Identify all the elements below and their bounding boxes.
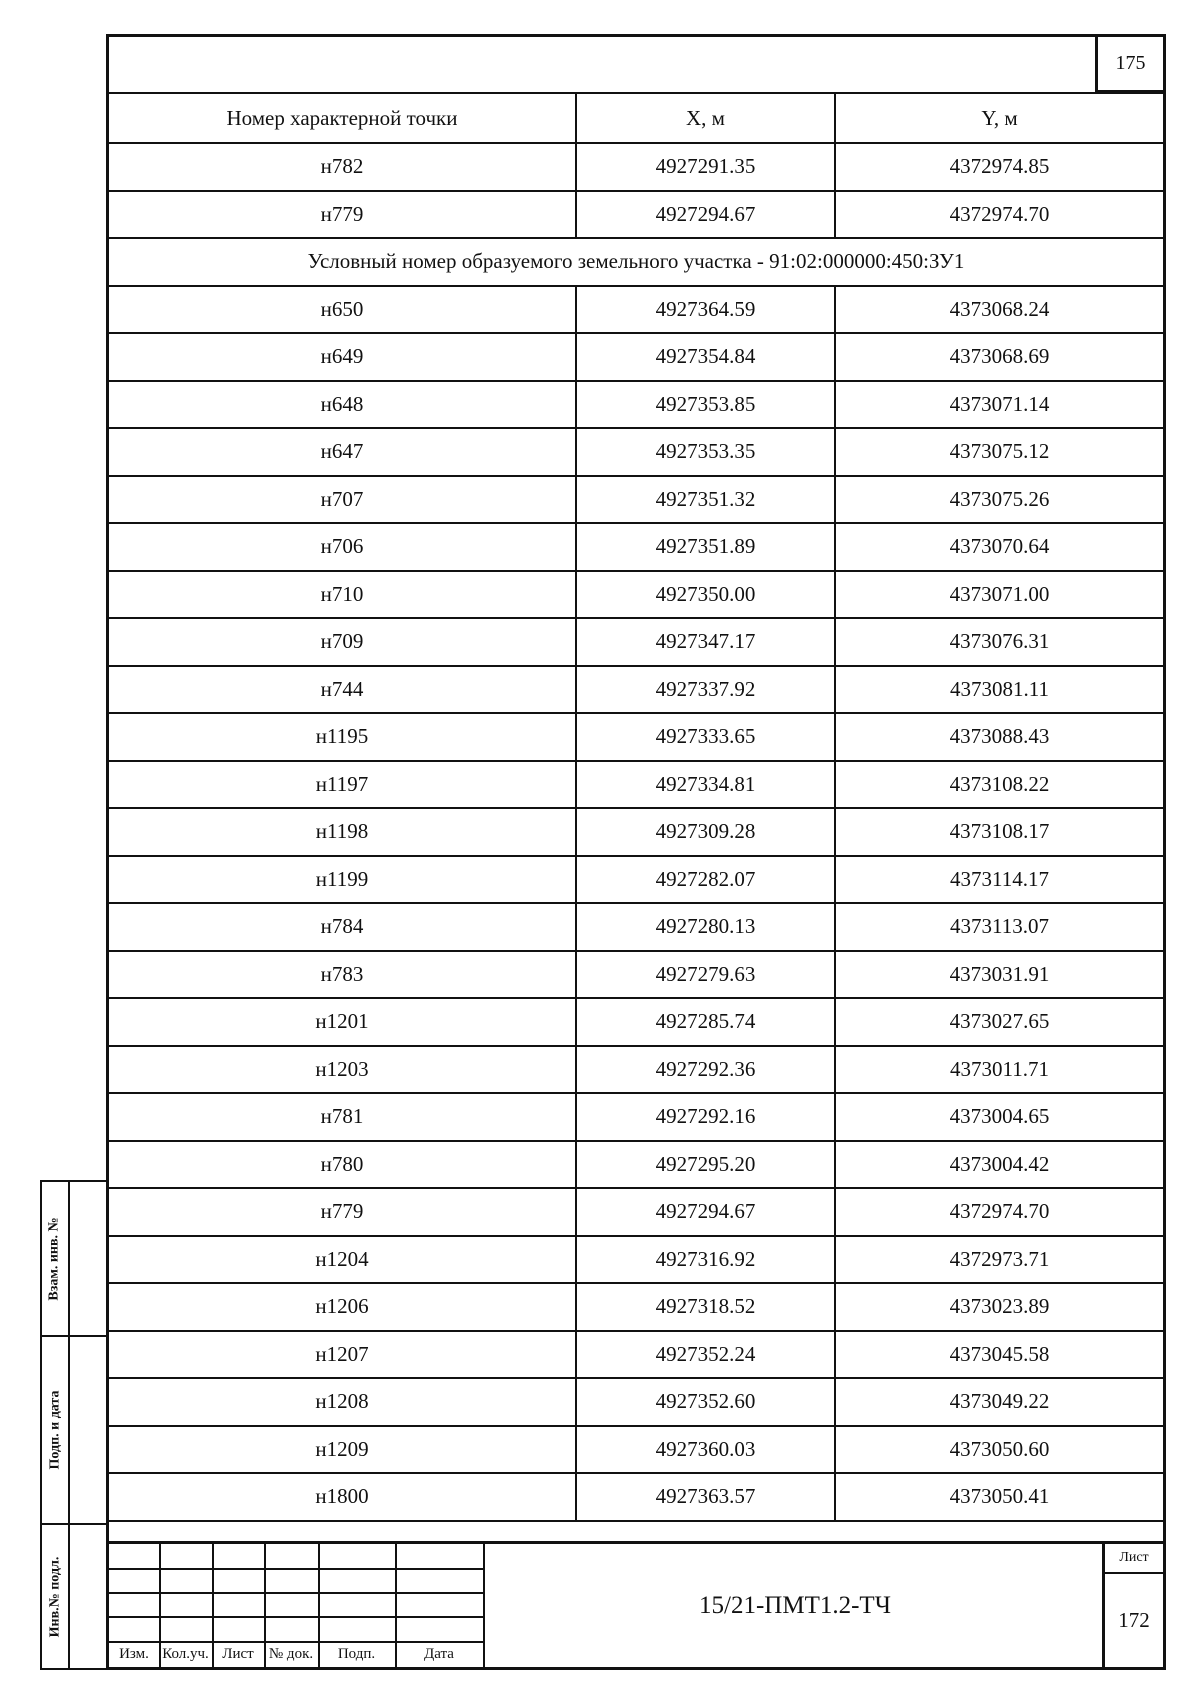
stamp-label-signature: Подп. (337, 1646, 376, 1662)
y-coordinate-cell: 4373071.14 (835, 381, 1163, 429)
point-number-cell: н1204 (109, 1236, 576, 1284)
section-row (109, 238, 1163, 286)
table-row (109, 808, 1163, 856)
point-number-cell: н1800 (109, 1473, 576, 1521)
table-row (109, 1473, 1163, 1521)
x-coordinate-cell: 4927316.92 (576, 1236, 835, 1284)
table-row (109, 951, 1163, 999)
sheet-label: Лист (1105, 1544, 1163, 1574)
point-number-cell: н707 (109, 476, 576, 524)
point-number-cell: н784 (109, 903, 576, 951)
y-coordinate-cell: 4373071.00 (835, 571, 1163, 619)
table-row (109, 666, 1163, 714)
header-point-number: Номер характерной точки (109, 93, 576, 143)
point-number-cell: н1197 (109, 761, 576, 809)
stamp-label-date: Дата (424, 1646, 454, 1662)
point-number-cell: н781 (109, 1093, 576, 1141)
x-coordinate-cell: 4927364.59 (576, 286, 835, 334)
side-label-replaced-inv: Взам. инв. № (47, 1216, 63, 1301)
point-number-cell: н1199 (109, 856, 576, 904)
y-coordinate-cell: 4373070.64 (835, 523, 1163, 571)
x-coordinate-cell: 4927350.00 (576, 571, 835, 619)
point-number-cell: н744 (109, 666, 576, 714)
y-coordinate-cell: 4373004.42 (835, 1141, 1163, 1189)
x-coordinate-cell: 4927334.81 (576, 761, 835, 809)
table-row (109, 903, 1163, 951)
point-number-cell: н1207 (109, 1331, 576, 1379)
table-row (109, 1426, 1163, 1474)
x-coordinate-cell: 4927347.17 (576, 618, 835, 666)
table-row (109, 998, 1163, 1046)
page-number: 175 (1095, 37, 1163, 93)
x-coordinate-cell: 4927318.52 (576, 1283, 835, 1331)
y-coordinate-cell: 4373113.07 (835, 903, 1163, 951)
point-number-cell: н647 (109, 428, 576, 476)
stamp-label-doc-number: № док. (268, 1646, 314, 1662)
y-coordinate-cell: 4373108.22 (835, 761, 1163, 809)
table-row (109, 713, 1163, 761)
y-coordinate-cell: 4373050.60 (835, 1426, 1163, 1474)
table-row (109, 286, 1163, 334)
header-y: Y, м (835, 93, 1163, 143)
point-number-cell: н779 (109, 191, 576, 239)
x-coordinate-cell: 4927337.92 (576, 666, 835, 714)
table-row (109, 333, 1163, 381)
point-number-cell: н710 (109, 571, 576, 619)
point-number-cell: н1209 (109, 1426, 576, 1474)
x-coordinate-cell: 4927292.36 (576, 1046, 835, 1094)
x-coordinate-cell: 4927294.67 (576, 1188, 835, 1236)
y-coordinate-cell: 4372974.70 (835, 1188, 1163, 1236)
coordinates-table (109, 92, 1163, 1522)
table-row (109, 1188, 1163, 1236)
y-coordinate-cell: 4373050.41 (835, 1473, 1163, 1521)
stamp-label-sheet: Лист (222, 1646, 254, 1662)
table-row (109, 618, 1163, 666)
header-x: X, м (576, 93, 835, 143)
y-coordinate-cell: 4373045.58 (835, 1331, 1163, 1379)
table-header-row (109, 93, 1163, 143)
x-coordinate-cell: 4927294.67 (576, 191, 835, 239)
table-row (109, 1378, 1163, 1426)
table-row (109, 1236, 1163, 1284)
y-coordinate-cell: 4373108.17 (835, 808, 1163, 856)
side-field-replaced-inv (40, 1180, 108, 1335)
table-row (109, 1046, 1163, 1094)
point-number-cell: н779 (109, 1188, 576, 1236)
point-number-cell: н780 (109, 1141, 576, 1189)
y-coordinate-cell: 4373114.17 (835, 856, 1163, 904)
page-frame (106, 34, 1166, 1670)
x-coordinate-cell: 4927352.24 (576, 1331, 835, 1379)
title-block (109, 1541, 1163, 1667)
side-field-sign-date (40, 1335, 108, 1523)
y-coordinate-cell: 4373011.71 (835, 1046, 1163, 1094)
table-row (109, 1141, 1163, 1189)
y-coordinate-cell: 4373068.24 (835, 286, 1163, 334)
point-number-cell: н709 (109, 618, 576, 666)
y-coordinate-cell: 4372974.85 (835, 143, 1163, 191)
table-row (109, 1093, 1163, 1141)
table-row (109, 476, 1163, 524)
y-coordinate-cell: 4373023.89 (835, 1283, 1163, 1331)
side-field-inv-original (40, 1523, 108, 1670)
x-coordinate-cell: 4927282.07 (576, 856, 835, 904)
x-coordinate-cell: 4927280.13 (576, 903, 835, 951)
stamp-label-count: Кол.уч. (162, 1646, 209, 1662)
x-coordinate-cell: 4927309.28 (576, 808, 835, 856)
x-coordinate-cell: 4927354.84 (576, 333, 835, 381)
point-number-cell: н649 (109, 333, 576, 381)
y-coordinate-cell: 4373075.12 (835, 428, 1163, 476)
section-title: Условный номер образуемого земельного участка - 91:02:000000:450:ЗУ1 (109, 238, 1163, 286)
x-coordinate-cell: 4927363.57 (576, 1473, 835, 1521)
side-stamp (40, 1180, 108, 1670)
stamp-label-change: Изм. (119, 1646, 149, 1662)
y-coordinate-cell: 4373004.65 (835, 1093, 1163, 1141)
table-row (109, 856, 1163, 904)
y-coordinate-cell: 4373081.11 (835, 666, 1163, 714)
x-coordinate-cell: 4927351.89 (576, 523, 835, 571)
sheet-number: 172 (1118, 1608, 1150, 1632)
table-row (109, 191, 1163, 239)
x-coordinate-cell: 4927333.65 (576, 713, 835, 761)
point-number-cell: н782 (109, 143, 576, 191)
y-coordinate-cell: 4373031.91 (835, 951, 1163, 999)
y-coordinate-cell: 4372973.71 (835, 1236, 1163, 1284)
y-coordinate-cell: 4373068.69 (835, 333, 1163, 381)
x-coordinate-cell: 4927291.35 (576, 143, 835, 191)
point-number-cell: н1208 (109, 1378, 576, 1426)
x-coordinate-cell: 4927279.63 (576, 951, 835, 999)
table-row (109, 381, 1163, 429)
table-row (109, 571, 1163, 619)
point-number-cell: н783 (109, 951, 576, 999)
point-number-cell: н648 (109, 381, 576, 429)
x-coordinate-cell: 4927352.60 (576, 1378, 835, 1426)
revision-grid (109, 1544, 483, 1667)
point-number-cell: н1206 (109, 1283, 576, 1331)
y-coordinate-cell: 4373075.26 (835, 476, 1163, 524)
y-coordinate-cell: 4373027.65 (835, 998, 1163, 1046)
x-coordinate-cell: 4927292.16 (576, 1093, 835, 1141)
point-number-cell: н706 (109, 523, 576, 571)
y-coordinate-cell: 4373076.31 (835, 618, 1163, 666)
point-number-cell: н1198 (109, 808, 576, 856)
x-coordinate-cell: 4927353.85 (576, 381, 835, 429)
table-row (109, 761, 1163, 809)
table-row (109, 428, 1163, 476)
y-coordinate-cell: 4373088.43 (835, 713, 1163, 761)
y-coordinate-cell: 4373049.22 (835, 1378, 1163, 1426)
y-coordinate-cell: 4372974.70 (835, 191, 1163, 239)
point-number-cell: н1201 (109, 998, 576, 1046)
point-number-cell: н1203 (109, 1046, 576, 1094)
table-row (109, 143, 1163, 191)
side-label-inv-original: Инв.№ подл. (47, 1556, 62, 1637)
sheet-box (1102, 1544, 1163, 1667)
point-number-cell: н1195 (109, 713, 576, 761)
x-coordinate-cell: 4927295.20 (576, 1141, 835, 1189)
point-number-cell: н650 (109, 286, 576, 334)
document-code: 15/21-ПМТ1.2-ТЧ (483, 1544, 1105, 1667)
x-coordinate-cell: 4927285.74 (576, 998, 835, 1046)
table-row (109, 1331, 1163, 1379)
x-coordinate-cell: 4927353.35 (576, 428, 835, 476)
side-label-sign-date: Подп. и дата (47, 1390, 62, 1470)
x-coordinate-cell: 4927351.32 (576, 476, 835, 524)
table-row (109, 1283, 1163, 1331)
table-row (109, 523, 1163, 571)
x-coordinate-cell: 4927360.03 (576, 1426, 835, 1474)
